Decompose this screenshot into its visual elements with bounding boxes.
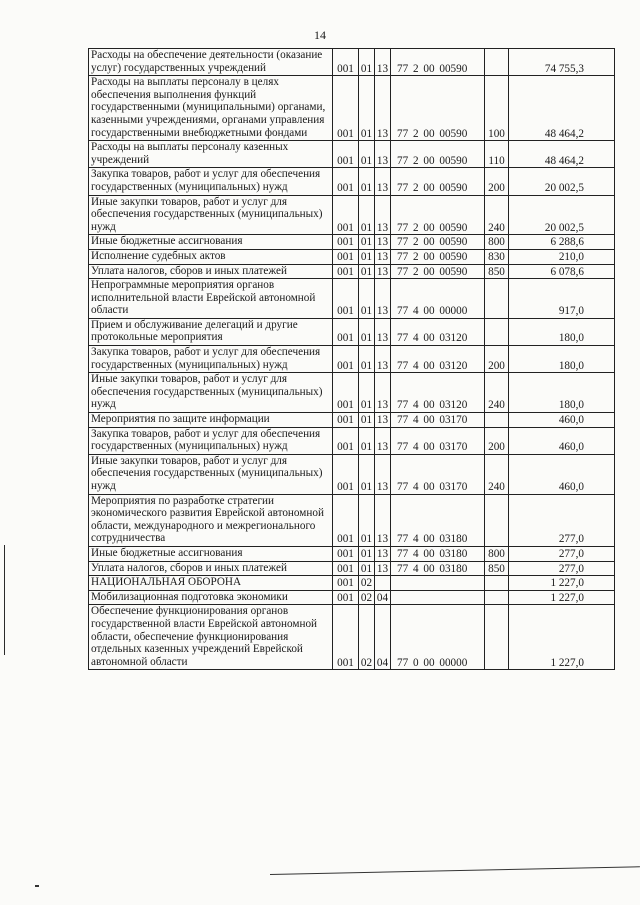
subsection-code-cell: 13 bbox=[375, 546, 391, 561]
subsection-code-cell: 13 bbox=[375, 413, 391, 428]
target-article-cell: 77 4 00 00000 bbox=[391, 279, 485, 319]
expense-type-cell: 110 bbox=[485, 141, 509, 168]
subsection-code-cell: 13 bbox=[375, 141, 391, 168]
row-name-cell: Иные бюджетные ассигнования bbox=[89, 235, 333, 250]
target-article-cell: 77 4 00 03170 bbox=[391, 413, 485, 428]
target-article-cell: 77 2 00 00590 bbox=[391, 76, 485, 141]
expense-type-cell: 830 bbox=[485, 249, 509, 264]
ministry-code-cell: 001 bbox=[333, 590, 359, 605]
ministry-code-cell: 001 bbox=[333, 413, 359, 428]
table-row bbox=[89, 494, 615, 546]
subsection-code-cell: 04 bbox=[375, 605, 391, 670]
ministry-code-cell: 001 bbox=[333, 605, 359, 670]
row-name-cell: Закупка товаров, работ и услуг для обеспечения государственных (муниципальных) нужд bbox=[89, 168, 333, 195]
row-name-cell: Расходы на обеспечение деятельности (оказание услуг) государственных учреждений bbox=[89, 49, 333, 76]
section-code-cell: 01 bbox=[359, 346, 375, 373]
row-name-cell: Обеспечение функционирования органов государственной власти Еврейской автономной области, обеспечение функционирования отдельных казенных учреждений Еврейской автономной области bbox=[89, 605, 333, 670]
table-row bbox=[89, 605, 615, 670]
row-name-cell: Непрограммные мероприятия органов исполнительной власти Еврейской автономной области bbox=[89, 279, 333, 319]
subsection-code-cell: 13 bbox=[375, 195, 391, 235]
ministry-code-cell: 001 bbox=[333, 49, 359, 76]
amount-cell: 1 227,0 bbox=[509, 605, 615, 670]
amount-cell: 6 288,6 bbox=[509, 235, 615, 250]
expense-type-cell bbox=[485, 413, 509, 428]
subsection-code-cell: 13 bbox=[375, 494, 391, 546]
section-code-cell: 01 bbox=[359, 494, 375, 546]
amount-cell: 20 002,5 bbox=[509, 195, 615, 235]
row-name-cell: Расходы на выплаты персоналу казенных учреждений bbox=[89, 141, 333, 168]
section-code-cell: 02 bbox=[359, 576, 375, 591]
amount-cell: 460,0 bbox=[509, 454, 615, 494]
table-row bbox=[89, 590, 615, 605]
row-name-cell: Исполнение судебных актов bbox=[89, 249, 333, 264]
expense-type-cell: 850 bbox=[485, 264, 509, 279]
target-article-cell: 77 2 00 00590 bbox=[391, 264, 485, 279]
target-article-cell: 77 4 00 03120 bbox=[391, 373, 485, 413]
row-name-cell: Расходы на выплаты персоналу в целях обеспечения выполнения функций государственными (муниципальными) органами, казенными учреждениями, органами управления государственными внебюджетными фондами bbox=[89, 76, 333, 141]
section-code-cell: 01 bbox=[359, 413, 375, 428]
subsection-code-cell: 13 bbox=[375, 561, 391, 576]
target-article-cell: 77 4 00 03180 bbox=[391, 561, 485, 576]
section-code-cell: 01 bbox=[359, 49, 375, 76]
target-article-cell: 77 4 00 03180 bbox=[391, 494, 485, 546]
amount-cell: 1 227,0 bbox=[509, 576, 615, 591]
target-article-cell: 77 4 00 03170 bbox=[391, 427, 485, 454]
ministry-code-cell: 001 bbox=[333, 235, 359, 250]
row-name-cell: Мероприятия по разработке стратегии экономического развития Еврейской автономной области, международного и межрегионального сотрудничества bbox=[89, 494, 333, 546]
section-code-cell: 01 bbox=[359, 546, 375, 561]
subsection-code-cell: 13 bbox=[375, 454, 391, 494]
target-article-cell: 77 4 00 03180 bbox=[391, 546, 485, 561]
subsection-code-cell bbox=[375, 576, 391, 591]
subsection-code-cell: 13 bbox=[375, 168, 391, 195]
amount-cell: 277,0 bbox=[509, 561, 615, 576]
target-article-cell bbox=[391, 590, 485, 605]
ministry-code-cell: 001 bbox=[333, 576, 359, 591]
table-body bbox=[89, 49, 615, 670]
table-row bbox=[89, 249, 615, 264]
section-code-cell: 02 bbox=[359, 605, 375, 670]
row-name-cell: Прием и обслуживание делегаций и другие протокольные мероприятия bbox=[89, 318, 333, 345]
amount-cell: 460,0 bbox=[509, 427, 615, 454]
amount-cell: 20 002,5 bbox=[509, 168, 615, 195]
target-article-cell: 77 4 00 03120 bbox=[391, 346, 485, 373]
subsection-code-cell: 13 bbox=[375, 235, 391, 250]
expense-type-cell bbox=[485, 279, 509, 319]
section-code-cell: 01 bbox=[359, 76, 375, 141]
expense-type-cell: 800 bbox=[485, 235, 509, 250]
table-row bbox=[89, 49, 615, 76]
section-code-cell: 01 bbox=[359, 454, 375, 494]
ministry-code-cell: 001 bbox=[333, 249, 359, 264]
scan-artifact-mark bbox=[35, 885, 39, 887]
table-row bbox=[89, 546, 615, 561]
table-row bbox=[89, 195, 615, 235]
ministry-code-cell: 001 bbox=[333, 279, 359, 319]
budget-table bbox=[88, 48, 615, 670]
expense-type-cell: 200 bbox=[485, 168, 509, 195]
ministry-code-cell: 001 bbox=[333, 454, 359, 494]
section-code-cell: 01 bbox=[359, 427, 375, 454]
subsection-code-cell: 13 bbox=[375, 373, 391, 413]
expense-type-cell: 200 bbox=[485, 427, 509, 454]
subsection-code-cell: 13 bbox=[375, 249, 391, 264]
amount-cell: 180,0 bbox=[509, 318, 615, 345]
amount-cell: 277,0 bbox=[509, 494, 615, 546]
amount-cell: 180,0 bbox=[509, 346, 615, 373]
ministry-code-cell: 001 bbox=[333, 76, 359, 141]
page-number: 14 bbox=[314, 28, 326, 42]
table-row bbox=[89, 168, 615, 195]
target-article-cell: 77 2 00 00590 bbox=[391, 195, 485, 235]
target-article-cell: 77 2 00 00590 bbox=[391, 168, 485, 195]
row-name-cell: Уплата налогов, сборов и иных платежей bbox=[89, 561, 333, 576]
subsection-code-cell: 13 bbox=[375, 49, 391, 76]
subsection-code-cell: 13 bbox=[375, 76, 391, 141]
subsection-code-cell: 13 bbox=[375, 427, 391, 454]
row-name-cell: Иные закупки товаров, работ и услуг для обеспечения государственных (муниципальных) нужд bbox=[89, 373, 333, 413]
expense-type-cell bbox=[485, 49, 509, 76]
section-code-cell: 02 bbox=[359, 590, 375, 605]
scan-artifact-line bbox=[4, 545, 5, 655]
target-article-cell: 77 2 00 00590 bbox=[391, 249, 485, 264]
subsection-code-cell: 13 bbox=[375, 346, 391, 373]
ministry-code-cell: 001 bbox=[333, 494, 359, 546]
table-row bbox=[89, 427, 615, 454]
table-row bbox=[89, 264, 615, 279]
section-code-cell: 01 bbox=[359, 264, 375, 279]
ministry-code-cell: 001 bbox=[333, 561, 359, 576]
scan-artifact-line bbox=[270, 866, 640, 875]
target-article-cell: 77 2 00 00590 bbox=[391, 235, 485, 250]
expense-type-cell: 800 bbox=[485, 546, 509, 561]
target-article-cell: 77 2 00 00590 bbox=[391, 49, 485, 76]
row-name-cell: Иные бюджетные ассигнования bbox=[89, 546, 333, 561]
expense-type-cell: 240 bbox=[485, 373, 509, 413]
ministry-code-cell: 001 bbox=[333, 546, 359, 561]
expense-type-cell bbox=[485, 318, 509, 345]
row-name-cell: Закупка товаров, работ и услуг для обеспечения государственных (муниципальных) нужд bbox=[89, 346, 333, 373]
subsection-code-cell: 04 bbox=[375, 590, 391, 605]
subsection-code-cell: 13 bbox=[375, 279, 391, 319]
table-row bbox=[89, 454, 615, 494]
table-row bbox=[89, 561, 615, 576]
expense-type-cell bbox=[485, 576, 509, 591]
target-article-cell bbox=[391, 576, 485, 591]
subsection-code-cell: 13 bbox=[375, 318, 391, 345]
table-row bbox=[89, 318, 615, 345]
section-code-cell: 01 bbox=[359, 561, 375, 576]
amount-cell: 74 755,3 bbox=[509, 49, 615, 76]
section-code-cell: 01 bbox=[359, 141, 375, 168]
amount-cell: 48 464,2 bbox=[509, 76, 615, 141]
table-row bbox=[89, 413, 615, 428]
section-code-cell: 01 bbox=[359, 195, 375, 235]
ministry-code-cell: 001 bbox=[333, 346, 359, 373]
ministry-code-cell: 001 bbox=[333, 427, 359, 454]
amount-cell: 6 078,6 bbox=[509, 264, 615, 279]
subsection-code-cell: 13 bbox=[375, 264, 391, 279]
section-code-cell: 01 bbox=[359, 249, 375, 264]
expense-type-cell bbox=[485, 494, 509, 546]
ministry-code-cell: 001 bbox=[333, 141, 359, 168]
ministry-code-cell: 001 bbox=[333, 264, 359, 279]
ministry-code-cell: 001 bbox=[333, 195, 359, 235]
amount-cell: 917,0 bbox=[509, 279, 615, 319]
table-row bbox=[89, 279, 615, 319]
table-row bbox=[89, 576, 615, 591]
section-code-cell: 01 bbox=[359, 373, 375, 413]
amount-cell: 210,0 bbox=[509, 249, 615, 264]
section-code-cell: 01 bbox=[359, 279, 375, 319]
table-row bbox=[89, 373, 615, 413]
target-article-cell: 77 4 00 03170 bbox=[391, 454, 485, 494]
amount-cell: 1 227,0 bbox=[509, 590, 615, 605]
ministry-code-cell: 001 bbox=[333, 168, 359, 195]
row-name-cell: НАЦИОНАЛЬНАЯ ОБОРОНА bbox=[89, 576, 333, 591]
amount-cell: 48 464,2 bbox=[509, 141, 615, 168]
expense-type-cell: 200 bbox=[485, 346, 509, 373]
row-name-cell: Мобилизационная подготовка экономики bbox=[89, 590, 333, 605]
row-name-cell: Иные закупки товаров, работ и услуг для обеспечения государственных (муниципальных) нужд bbox=[89, 195, 333, 235]
row-name-cell: Мероприятия по защите информации bbox=[89, 413, 333, 428]
target-article-cell: 77 0 00 00000 bbox=[391, 605, 485, 670]
row-name-cell: Закупка товаров, работ и услуг для обеспечения государственных (муниципальных) нужд bbox=[89, 427, 333, 454]
section-code-cell: 01 bbox=[359, 168, 375, 195]
table-row bbox=[89, 141, 615, 168]
row-name-cell: Иные закупки товаров, работ и услуг для обеспечения государственных (муниципальных) нужд bbox=[89, 454, 333, 494]
expense-type-cell: 240 bbox=[485, 454, 509, 494]
target-article-cell: 77 4 00 03120 bbox=[391, 318, 485, 345]
section-code-cell: 01 bbox=[359, 235, 375, 250]
amount-cell: 277,0 bbox=[509, 546, 615, 561]
target-article-cell: 77 2 00 00590 bbox=[391, 141, 485, 168]
expense-type-cell bbox=[485, 590, 509, 605]
ministry-code-cell: 001 bbox=[333, 373, 359, 413]
table-row bbox=[89, 235, 615, 250]
row-name-cell: Уплата налогов, сборов и иных платежей bbox=[89, 264, 333, 279]
expense-type-cell bbox=[485, 605, 509, 670]
ministry-code-cell: 001 bbox=[333, 318, 359, 345]
expense-type-cell: 240 bbox=[485, 195, 509, 235]
amount-cell: 180,0 bbox=[509, 373, 615, 413]
expense-type-cell: 850 bbox=[485, 561, 509, 576]
table-row bbox=[89, 76, 615, 141]
section-code-cell: 01 bbox=[359, 318, 375, 345]
expense-type-cell: 100 bbox=[485, 76, 509, 141]
amount-cell: 460,0 bbox=[509, 413, 615, 428]
table-row bbox=[89, 346, 615, 373]
